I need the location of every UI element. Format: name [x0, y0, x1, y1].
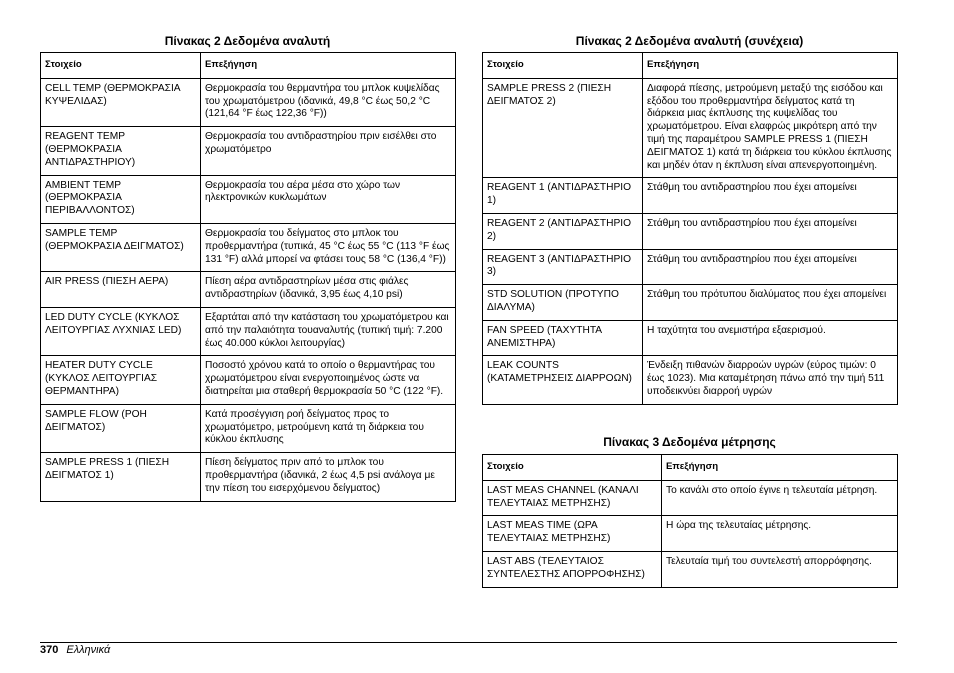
table-header-row: [483, 53, 898, 79]
table-row: [483, 78, 898, 178]
row-item: FAN SPEED (ΤΑΧΥΤΗΤΑ ΑΝΕΜΙΣΤΗΡΑ): [483, 320, 643, 356]
page-number: 370: [40, 644, 59, 656]
header-description: Επεξήγηση: [201, 53, 456, 79]
row-description: Θερμοκρασία του θερμαντήρα του μπλοκ κυψελίδας του χρωματόμετρου (ιδανικά, 49,8 °C έως 50,2 °C (121,64 °F έως 122,36 °F)): [201, 78, 456, 126]
table-row: [483, 480, 898, 516]
table-2-caption: Πίνακας 2 Δεδομένα αναλυτή: [164, 34, 331, 48]
table-row: [41, 223, 456, 271]
row-item: LAST MEAS CHANNEL (ΚΑΝΑΛΙ ΤΕΛΕΥΤΑΙΑΣ ΜΕΤΡΗΣΗΣ): [483, 480, 662, 516]
row-item: SAMPLE PRESS 2 (ΠΙΕΣΗ ΔΕΙΓΜΑΤΟΣ 2): [483, 78, 643, 178]
table-row: [41, 175, 456, 223]
row-description: Ένδειξη πιθανών διαρροών υγρών (εύρος τιμών: 0 έως 1023). Μια καταμέτρηση πάνω από την τιμή 511 υποδεικνύει διαρροή υγρών: [643, 356, 898, 404]
row-item: AMBIENT TEMP (ΘΕΡΜΟΚΡΑΣΙΑ ΠΕΡΙΒΑΛΛΟΝΤΟΣ): [41, 175, 201, 223]
row-item: LED DUTY CYCLE (ΚΥΚΛΟΣ ΛΕΙΤΟΥΡΓΙΑΣ ΛΥΧΝΙΑΣ LED): [41, 307, 201, 355]
table-row: [41, 78, 456, 126]
row-item: CELL TEMP (ΘΕΡΜΟΚΡΑΣΙΑ ΚΥΨΕΛΙΔΑΣ): [41, 78, 201, 126]
table-row: [483, 516, 898, 552]
row-item: LEAK COUNTS (ΚΑΤΑΜΕΤΡΗΣΕΙΣ ΔΙΑΡΡΟΩΝ): [483, 356, 643, 404]
table-row: [41, 307, 456, 355]
row-description: Η ώρα της τελευταίας μέτρησης.: [662, 516, 898, 552]
measurement-data-table: [482, 454, 898, 588]
row-description: Στάθμη του αντιδραστηρίου που έχει απομείνει: [643, 178, 898, 214]
row-description: Στάθμη του αντιδραστηρίου που έχει απομείνει: [643, 249, 898, 285]
row-description: Πίεση αέρα αντιδραστηρίων μέσα στις φιάλες αντιδραστηρίων (ιδανικά, 3,95 έως 4,10 psi): [201, 272, 456, 308]
row-description: Τελευταία τιμή του συντελεστή απορρόφησης.: [662, 551, 898, 587]
row-item: LAST ABS (ΤΕΛΕΥΤΑΙΟΣ ΣΥΝΤΕΛΕΣΤΗΣ ΑΠΟΡΡΟΦΗΣΗΣ): [483, 551, 662, 587]
table-2-continued-caption: Πίνακας 2 Δεδομένα αναλυτή (συνέχεια): [575, 34, 804, 48]
row-description: Διαφορά πίεσης, μετρούμενη μεταξύ της εισόδου και εξόδου του προθερμαντήρα δείγματος κατά τη διάρκεια μιας έκπλυσης της κυψελίδας του χρωματόμετρου. Είναι ελαφρώς μικρότερη από την τιμή της παραμέτρου SAMPLE PRESS 1 (ΠΙΕΣΗ ΔΕΙΓΜΑΤΟΣ 1) κατά τη διάρκεια του κύκλου έκπλυσης και μηδέν όταν η έκπλυση είναι απενεργοποιημένη.: [643, 78, 898, 178]
table-3-caption: Πίνακας 3 Δεδομένα μέτρησης: [603, 435, 776, 449]
table-row: [483, 178, 898, 214]
analyzer-data-table: [40, 52, 456, 502]
table-row: [483, 551, 898, 587]
analyzer-data-continued-table: [482, 52, 898, 405]
header-item: Στοιχείο: [483, 53, 643, 79]
page-footer: [40, 643, 110, 657]
row-description: Στάθμη του αντιδραστηρίου που έχει απομείνει: [643, 213, 898, 249]
header-item: Στοιχείο: [41, 53, 201, 79]
row-item: REAGENT TEMP (ΘΕΡΜΟΚΡΑΣΙΑ ΑΝΤΙΔΡΑΣΤΗΡΙΟΥ): [41, 127, 201, 175]
table-row: [41, 404, 456, 452]
table-row: [483, 320, 898, 356]
row-description: Εξαρτάται από την κατάσταση του χρωματόμετρου και από την παλαιότητα τουαναλυτής (τυπική τιμή: 7.200 έως 40.000 κύκλοι λειτουργίας): [201, 307, 456, 355]
row-description: Ποσοστό χρόνου κατά το οποίο ο θερμαντήρας του χρωματόμετρου είναι ενεργοποιημένος ώστε να διατηρείται μια σταθερή θερμοκρασία 50 °C (122 °F).: [201, 356, 456, 404]
header-description: Επεξήγηση: [662, 455, 898, 481]
row-item: SAMPLE TEMP (ΘΕΡΜΟΚΡΑΣΙΑ ΔΕΙΓΜΑΤΟΣ): [41, 223, 201, 271]
row-item: HEATER DUTY CYCLE (ΚΥΚΛΟΣ ΛΕΙΤΟΥΡΓΙΑΣ ΘΕΡΜΑΝΤΗΡΑ): [41, 356, 201, 404]
row-description: Θερμοκρασία του δείγματος στο μπλοκ του προθερμαντήρα (τυπικά, 45 °C έως 55 °C (113 °F έως 131 °F) αλλά μπορεί να φτάσει τους 58 °C (136,4 °F)): [201, 223, 456, 271]
row-description: Το κανάλι στο οποίο έγινε η τελευταία μέτρηση.: [662, 480, 898, 516]
footer-language: Ελληνικά: [66, 644, 111, 656]
row-item: REAGENT 3 (ΑΝΤΙΔΡΑΣΤΗΡΙΟ 3): [483, 249, 643, 285]
row-description: Κατά προσέγγιση ροή δείγματος προς το χρωματόμετρο, μετρούμενη κατά τη διάρκεια του κύκλου έκπλυσης: [201, 404, 456, 452]
row-description: Θερμοκρασία του αέρα μέσα στο χώρο των ηλεκτρονικών κυκλωμάτων: [201, 175, 456, 223]
table-header-row: [483, 455, 898, 481]
row-description: Πίεση δείγματος πριν από το μπλοκ του προθερμαντήρα (ιδανικά, 2 έως 4,5 psi ανάλογα με την πίεση του εισερχόμενου δείγματος): [201, 453, 456, 501]
header-item: Στοιχείο: [483, 455, 662, 481]
row-item: SAMPLE PRESS 1 (ΠΙΕΣΗ ΔΕΙΓΜΑΤΟΣ 1): [41, 453, 201, 501]
table-row: [41, 127, 456, 175]
footer-divider: [40, 642, 897, 643]
header-description: Επεξήγηση: [643, 53, 898, 79]
table-row: [41, 356, 456, 404]
row-item: SAMPLE FLOW (ΡΟΗ ΔΕΙΓΜΑΤΟΣ): [41, 404, 201, 452]
row-item: LAST MEAS TIME (ΩΡΑ ΤΕΛΕΥΤΑΙΑΣ ΜΕΤΡΗΣΗΣ): [483, 516, 662, 552]
row-item: REAGENT 2 (ΑΝΤΙΔΡΑΣΤΗΡΙΟ 2): [483, 213, 643, 249]
table-row: [483, 249, 898, 285]
table-row: [483, 356, 898, 404]
row-description: Θερμοκρασία του αντιδραστηρίου πριν εισέλθει στο χρωματόμετρο: [201, 127, 456, 175]
row-description: Η ταχύτητα του ανεμιστήρα εξαερισμού.: [643, 320, 898, 356]
row-item: AIR PRESS (ΠΙΕΣΗ ΑΕΡΑ): [41, 272, 201, 308]
table-row: [483, 213, 898, 249]
table-row: [483, 285, 898, 321]
row-item: REAGENT 1 (ΑΝΤΙΔΡΑΣΤΗΡΙΟ 1): [483, 178, 643, 214]
row-item: STD SOLUTION (ΠΡΟΤΥΠΟ ΔΙΑΛΥΜΑ): [483, 285, 643, 321]
table-header-row: [41, 53, 456, 79]
row-description: Στάθμη του πρότυπου διαλύματος που έχει απομείνει: [643, 285, 898, 321]
table-row: [41, 272, 456, 308]
table-row: [41, 453, 456, 501]
